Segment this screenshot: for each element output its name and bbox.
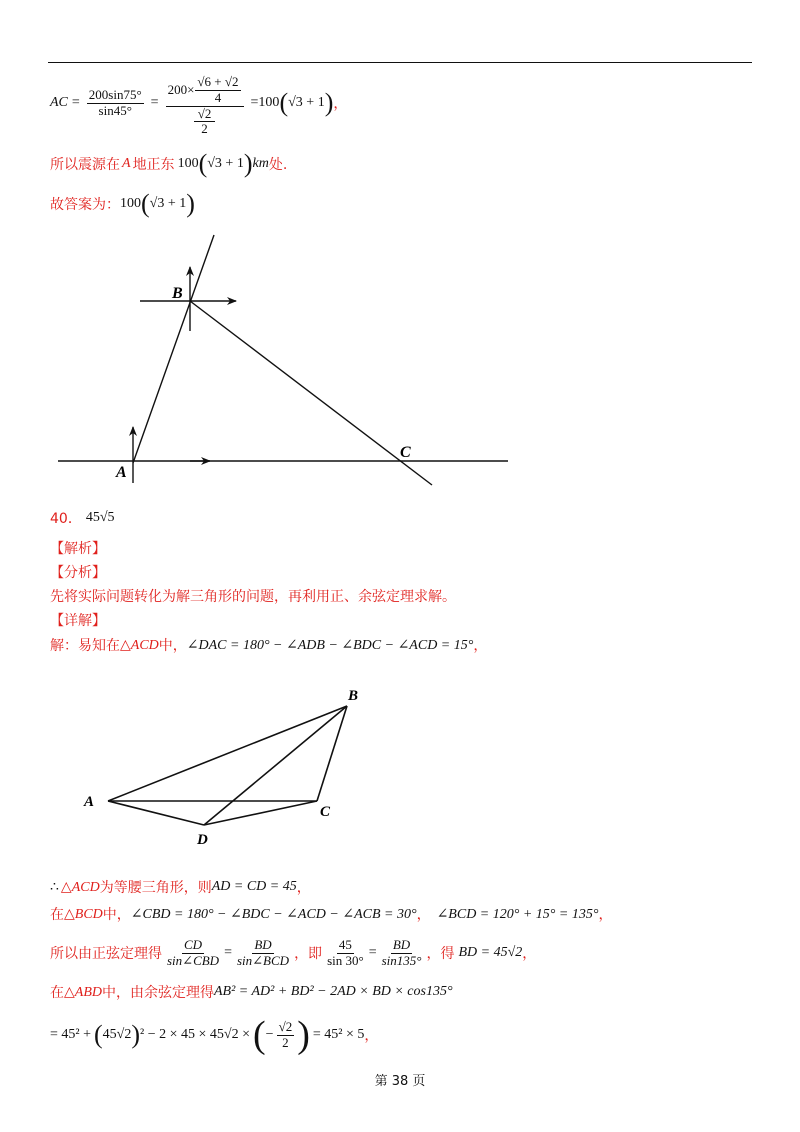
line-ab [133,235,214,463]
step-3 [50,903,612,925]
step2-end: ， [296,880,311,896]
fraction-bd-sin135 [380,938,424,969]
conclusion-suffix: 处. [268,157,288,173]
step5-triangle: △ABD [64,984,102,1000]
eq-100: =100 [250,95,280,110]
frac-denominator: sin45° [98,102,132,118]
step1-end: ， [473,638,488,654]
answer-paren: √3 + 1 [149,196,187,211]
fraction-45-sin30 [325,938,366,969]
fraction-cd-sin-cbd [165,938,221,969]
conclusion-value: 100 [177,156,199,171]
big-den-bot: 2 [201,121,208,137]
label-a: A [116,464,127,481]
eq-sign-2: = [368,945,377,960]
inner-denominator: 4 [214,89,222,105]
segment-dc [204,801,317,825]
right-paren: ) [243,149,253,178]
frac-numerator: BD [392,936,411,952]
step3-triangle: △BCD [64,906,103,922]
big-den-top: √2 [194,107,216,123]
right-paren: ) [186,189,195,218]
step3-mid: 中， [102,907,131,923]
fraction-bd-sin-bcd [235,938,291,969]
segment-cb [317,706,347,801]
step-5 [50,981,453,1003]
step3-prefix: 在 [50,907,64,923]
conclusion-prefix: 所以震源在 [50,157,120,173]
question-answer: 45√5 [85,510,115,525]
step6-part-b: ² − 2 × 45 × 45√2 × [140,1027,250,1042]
inner-fraction [195,75,240,106]
step6-end: ， [364,1028,379,1044]
question-40 [50,506,115,530]
ac-var: AC [50,95,68,110]
step4-mid-2: ，得 [426,946,455,962]
conclusion-line [50,148,287,180]
step2-math: AD = CD = 45 [211,879,297,894]
left-paren-2: ( [253,1014,266,1056]
conclusion-letter: A [122,156,131,171]
big-denominator [192,107,218,138]
step6-neg: − [265,1027,274,1042]
frac-denominator: sin∠BCD [236,952,290,968]
conclusion-paren: √3 + 1 [207,156,244,171]
eq-sign-2: = [150,95,159,110]
step2-text: 为等腰三角形，则 [99,880,212,896]
step5-prefix: 在 [50,985,64,1001]
step6-part-a: = 45² + [50,1027,91,1042]
step3-math-1: ∠CBD = 180° − ∠BDC − ∠ACD − ∠ACB = 30° [130,906,417,922]
big-num-prefix: 200× [167,81,195,97]
ac-formula [50,70,347,136]
figure-1-diagram [0,225,800,495]
conclusion-unit: km [252,156,269,171]
step6-paren: 45√2 [102,1027,132,1042]
big-numerator [166,75,244,107]
step1-prefix: 解：易知在 [50,638,120,654]
step-2 [50,876,311,898]
label-b: B [172,285,183,302]
frac-denominator: sin∠CBD [167,952,220,968]
therefore-symbol: ∴ [50,879,59,895]
step4-result: BD = 45√2 [458,945,523,960]
label-c: C [400,444,411,461]
page-number: 第 38 页 [374,1074,426,1089]
step3-sep: ， [416,907,431,923]
step4-prefix: 所以由正弦定理得 [50,946,162,962]
eq-sign: = [224,945,232,960]
step5-mid: 中，由余弦定理得 [101,985,214,1001]
figure-2-diagram [0,680,800,860]
frac-denominator: sin 30° [327,952,364,968]
section-jiexi: 【解析】 [50,541,106,557]
segment-ad [108,801,204,825]
step-1 [50,634,487,656]
frac-numerator: BD [254,936,272,952]
step3-end: ， [598,907,613,923]
step-4 [50,934,536,972]
step4-mid: ，即 [294,946,323,962]
fraction-sqrt2-over-2 [277,1020,295,1051]
segment-ab [108,706,347,801]
step5-math: AB² = AD² + BD² − 2AD × BD × cos135° [213,984,453,999]
conclusion-mid: 地正东 [132,157,175,173]
step3-math-2: ∠BCD = 120° + 15° = 135° [436,906,599,922]
step6-part-c: = 45² × 5 [312,1027,365,1042]
label-b: B [348,688,359,704]
right-paren-2: ) [297,1014,310,1056]
step1-triangle: △ACD [120,637,159,653]
header-rule [48,62,752,63]
section-xiangjie: 【详解】 [50,613,106,629]
answer-label: 故答案为： [50,197,120,213]
left-paren: ( [279,88,289,117]
question-number: 40． [50,511,82,527]
step-6 [50,1012,378,1058]
right-paren: ) [324,88,334,117]
answer-value: 100 [120,196,141,211]
paren-content: √3 + 1 [288,95,325,110]
step1-mid: 中， [158,638,187,654]
answer-line [50,188,195,220]
step1-math: ∠DAC = 180° − ∠ADB − ∠BDC − ∠ACD = 15° [186,637,474,653]
fraction-sin75-over-sin45 [87,88,144,119]
label-a: A [84,794,95,810]
step2-triangle: △ACD [60,879,100,895]
left-paren: ( [198,149,208,178]
right-paren: ) [131,1020,141,1049]
eq-sign: = [71,95,80,110]
line-bc [190,301,432,485]
frac-numerator: √2 [278,1018,293,1034]
section-fenxi: 【分析】 [50,565,106,581]
frac-numerator: CD [184,936,203,952]
fenxi-text: 先将实际问题转化为解三角形的问题，再利用正、余弦定理求解。 [50,589,456,605]
frac-numerator: 200sin75° [88,86,142,102]
frac-numerator: 45 [338,936,352,952]
label-c: C [320,804,331,820]
big-fraction [166,75,244,138]
left-paren: ( [94,1020,103,1049]
left-paren: ( [141,189,150,218]
frac-denominator: 2 [282,1034,289,1050]
label-d: D [197,832,208,848]
inner-numerator: √6 + √2 [197,73,239,89]
step4-end: ， [522,946,537,962]
frac-denominator: sin135° [381,952,422,968]
line-end: ， [333,97,348,112]
